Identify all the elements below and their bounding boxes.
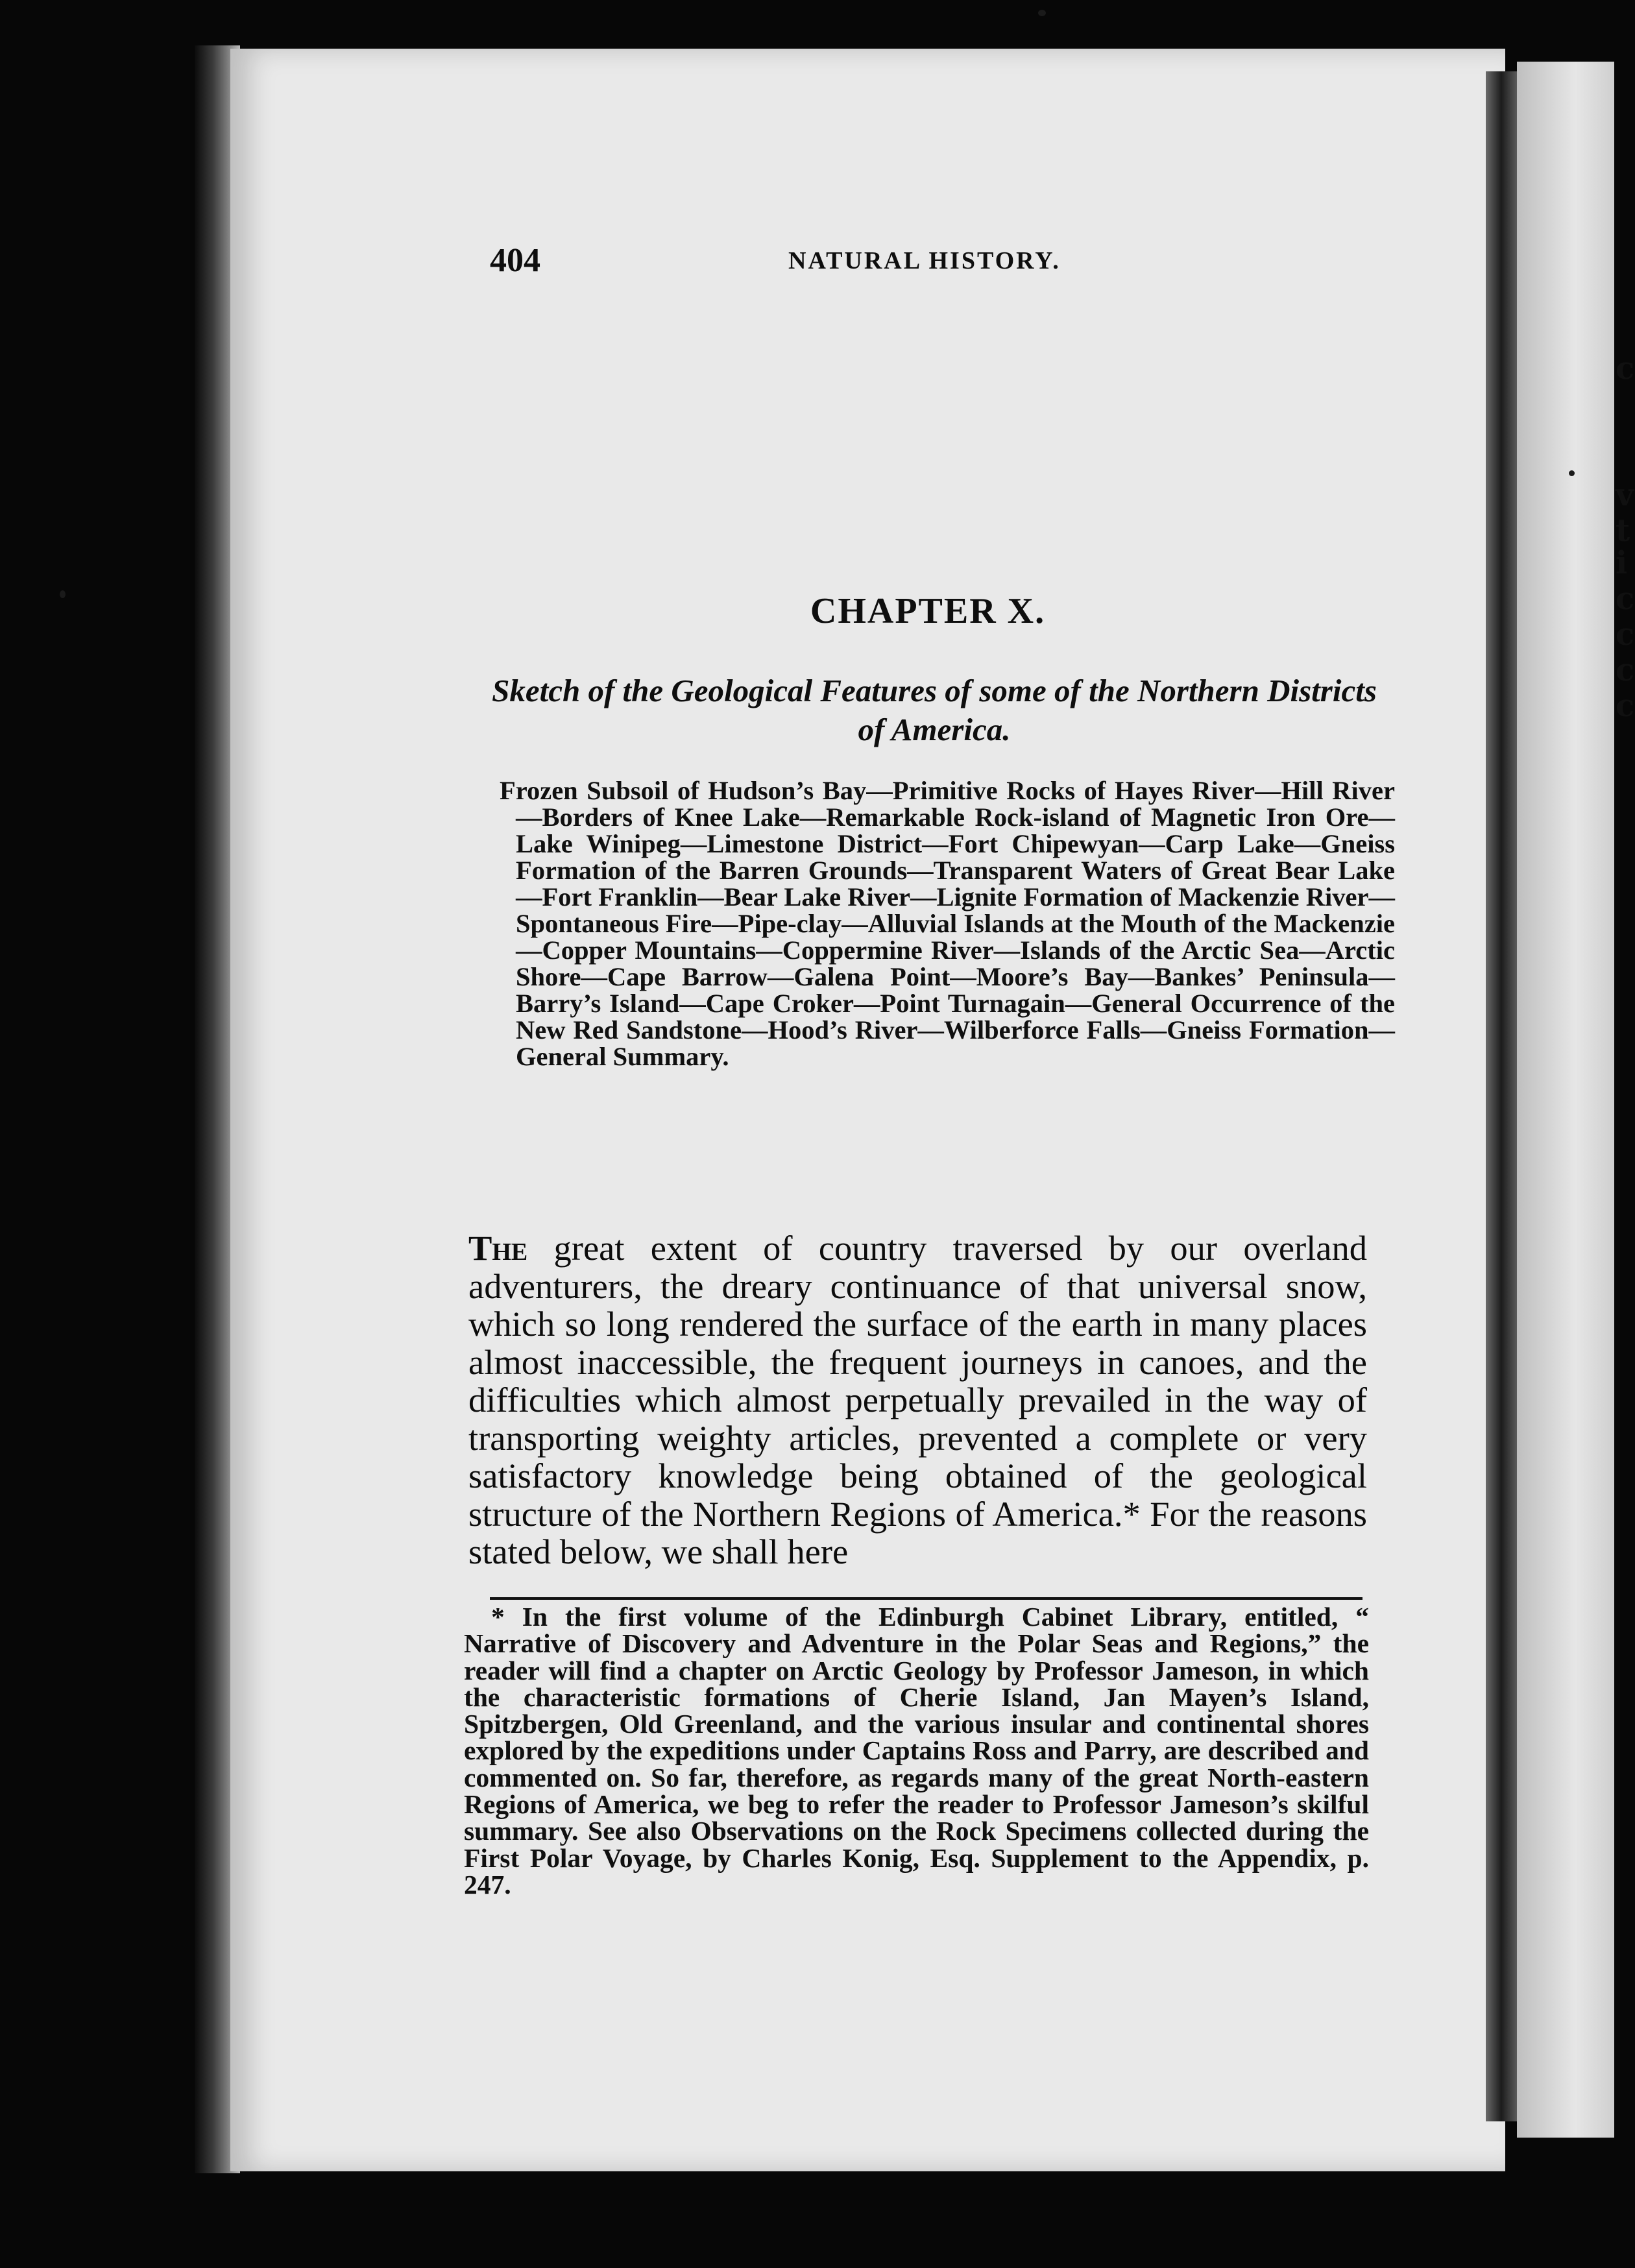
body-paragraph	[468, 1229, 1367, 1571]
footnote-rule	[490, 1597, 1362, 1600]
adjacent-page-char: v	[1616, 477, 1634, 513]
adjacent-page-char: c	[1616, 652, 1635, 688]
dust-speck	[1038, 10, 1046, 16]
adjacent-page-char: c	[1616, 616, 1635, 653]
page-gutter	[1486, 71, 1517, 2121]
adjacent-page-char: t	[1616, 513, 1630, 549]
lead-word: The	[468, 1228, 528, 1268]
dust-speck	[1569, 470, 1575, 476]
chapter-title: CHAPTER X.	[810, 591, 1046, 631]
page-header	[490, 241, 1366, 293]
adjacent-page-char: i	[1616, 545, 1628, 581]
adjacent-page-char: c	[1616, 688, 1635, 724]
body-paragraph-text: great extent of country traversed by our overland adventurers, the dreary continuance of that universal snow, which so long rendered the surface of the earth in many places almost inaccessible, the frequent journeys in canoes, and the difficulties which almost perpetually prevailed in the way of transporting weighty articles, prevented a complete or very satisfactory knowledge being obtained of the geological structure of the Northern Regions of America.* For the reasons stated below, we shall here	[468, 1228, 1367, 1571]
adjacent-page-char: c	[1616, 581, 1635, 617]
adjacent-page-char: c	[1616, 350, 1635, 387]
footnote: * In the first volume of the Edinburgh Cabinet Library, entitled, “ Narrative of Discovery and Adventure in the Polar Seas and Regions,” the reader will find a chapter on Arctic Geology by Professor Jameson, in which the characteristic formations of Cherie Island, Jan Mayen’s Island, Spitzbergen, Old Greenland, and the various insular and continental shores explored by the expeditions under Captains Ross and Parry, are described and commented on. So far, therefore, as regards many of the great North-eastern Regions of America, we beg to refer the reader to Professor Jameson’s skilful summary. See also Observations on the Rock Specimens collected during the First Polar Voyage, by Charles Konig, Esq. Supplement to the Appendix, p. 247.	[464, 1602, 1369, 1900]
chapter-synopsis: Frozen Subsoil of Hudson’s Bay—Primitive Rocks of Hayes River—Hill River—Borders of Knee Lake—Remarkable Rock-island of Magnetic Iron Ore—Lake Winipeg—Limestone District—Fort Chipewyan—Carp Lake—Gneiss Formation of the Barren Grounds—Transparent Waters of Great Bear Lake—Fort Franklin—Bear Lake River—Lignite Formation of Mackenzie River—Spontaneous Fire—Pipe-clay—Alluvial Islands at the Mouth of the Mackenzie—Copper Mountains—Coppermine River—Islands of the Arctic Sea—Arctic Shore—Cape Barrow—Galena Point—Moore’s Bay—Bankes’ Peninsula—Barry’s Island—Cape Croker—Point Turnagain—General Occurrence of the New Red Sandstone—Hood’s River—Wilberforce Falls—Gneiss Formation—General Summary.	[500, 776, 1395, 1071]
running-head: NATURAL HISTORY.	[788, 247, 1061, 274]
dust-speck	[60, 590, 66, 598]
chapter-subtitle: Sketch of the Geological Features of some of the Northern Districts of America.	[492, 673, 1377, 747]
adjacent-page-edge	[1517, 62, 1614, 2138]
page-number: 404	[490, 242, 540, 279]
